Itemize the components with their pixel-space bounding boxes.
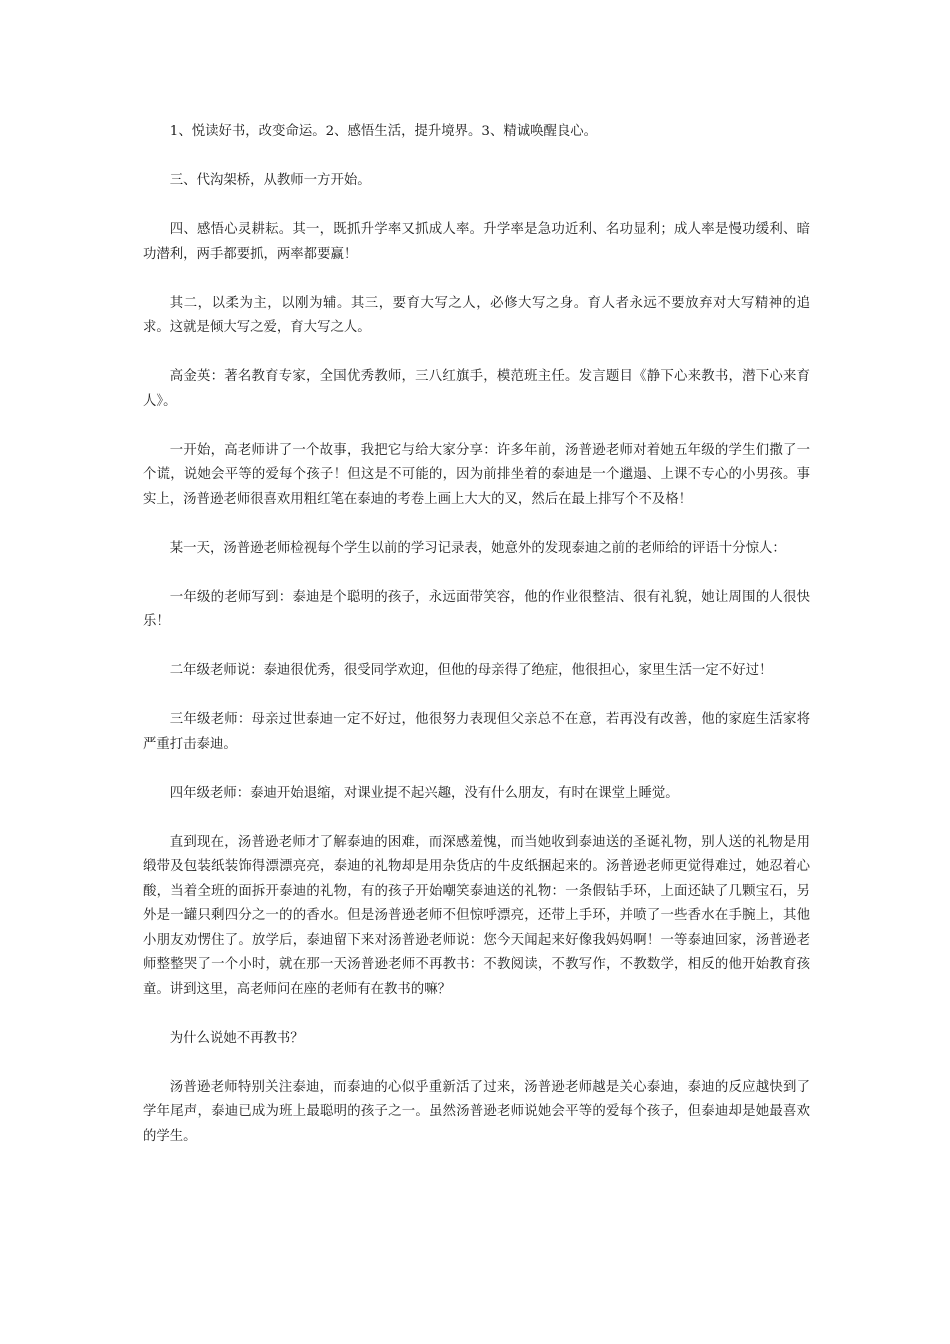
paragraph-grade-two: 二年级老师说：泰迪很优秀，很受同学欢迎，但他的母亲得了绝症，他很担心，家里生活一定不好过！: [169, 663, 773, 678]
paragraph-christmas-gift: 直到现在，汤普逊老师才了解泰迪的困难，而深感羞愧，而当她收到泰迪送的圣诞礼物，别人送的礼物是用缎带及包装纸装饰得漂漂亮亮，泰迪的礼物却是用杂货店的牛皮纸捆起来的。汤普逊老师更觉得难过，她忍着心酸，当着全班的面拆开泰迪的礼物，有的孩子开始嘲笑泰迪送的礼物：一条假钻手环，上面还缺了几颗宝石，另外是一罐只剩四分之一的的香水。但是汤普逊老师不但惊呼漂亮，还带上手环，并喷了一些香水在手腕上，其他小朋友劝愣住了。放学后，泰迪留下来对汤普逊老师说：您今天闻起来好像我妈妈啊！一等泰迪回家，汤普逊老师整整哭了一个小时，就在那一天汤普逊老师不再教书：不教阅读，不教写作，不教数学，相反的他开始教育孩童。讲到这里，高老师问在座的老师有在教书的嘛？: [143, 834, 810, 997]
paragraph-section-three: 三、代沟架桥，从教师一方开始。: [169, 173, 371, 188]
paragraph-gao-jinying: 高金英：著名教育专家，全国优秀教师，三八红旗手，模范班主任。发言题目《静下心来教书，潜下心来育人》。: [143, 369, 810, 409]
paragraph-section-four: 四、感悟心灵耕耘。其一，既抓升学率又抓成人率。升学率是急功近利、名功显利；成人率是慢功缓利、暗功潜利，两手都要抓，两率都要赢！: [143, 222, 810, 262]
paragraph-second-third: 其二，以柔为主，以刚为辅。其三，要育大写之人，必修大写之身。育人者永远不要放弃对大写精神的追求。这就是倾大写之爱，育大写之人。: [143, 295, 810, 335]
paragraph-story-intro: 一开始，高老师讲了一个故事，我把它与给大家分享：许多年前，汤普逊老师对着她五年级的学生们撒了一个谎，说她会平等的爱每个孩子！但这是不可能的，因为前排坐着的泰迪是一个邋遢、上课不专心的小男孩。事实上，汤普逊老师很喜欢用粗红笔在泰迪的考卷上画上大大的叉，然后在最上排写个不及格！: [143, 442, 810, 507]
paragraph-grade-one: 一年级的老师写到：泰迪是个聪明的孩子，永远面带笑容，他的作业很整洁、很有礼貌，她让周围的人很快乐！: [143, 589, 810, 629]
paragraph-reading-points: 1、悦读好书，改变命运。2、感悟生活，提升境界。3、精诚唤醒良心。: [169, 124, 598, 139]
document-body: [143, 120, 810, 1174]
paragraph-records: 某一天，汤普逊老师检视每个学生以前的学习记录表，她意外的发现泰迪之前的老师给的评语十分惊人：: [169, 540, 786, 556]
paragraph-grade-four: 四年级老师：泰迪开始退缩，对课业提不起兴趣，没有什么朋友，有时在课堂上睡觉。: [169, 785, 679, 801]
paragraph-conclusion: 汤普逊老师特别关注泰迪，而泰迪的心似乎重新活了过来，汤普逊老师越是关心泰迪，泰迪的反应越快到了学年尾声，泰迪已成为班上最聪明的孩子之一。虽然汤普逊老师说她会平等的爱每个孩子，但泰迪却是她最喜欢的学生。: [143, 1079, 810, 1144]
paragraph-question: 为什么说她不再教书？: [169, 1030, 304, 1046]
paragraph-grade-three: 三年级老师：母亲过世泰迪一定不好过，他很努力表现但父亲总不在意，若再没有改善，他的家庭生活家将严重打击泰迪。: [143, 712, 810, 752]
